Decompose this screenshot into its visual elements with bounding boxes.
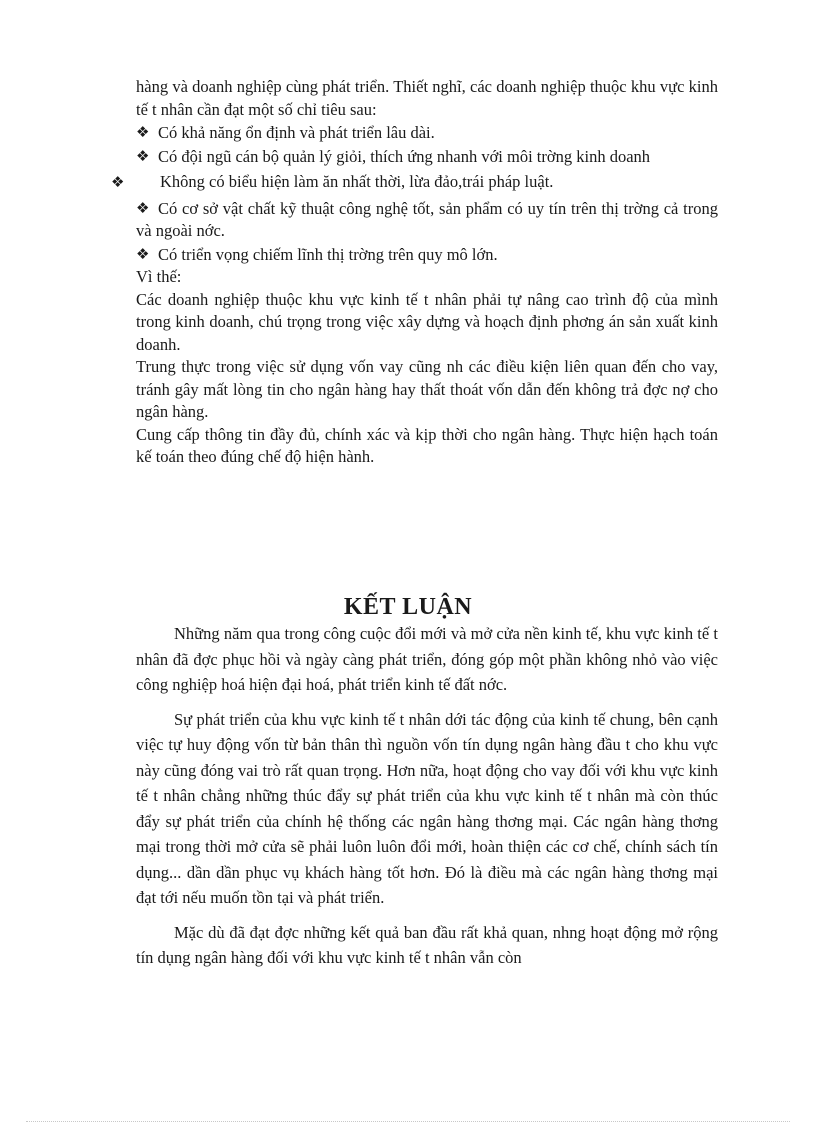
body-paragraph: Cung cấp thông tin đầy đủ, chính xác và kịp thời cho ngân hàng. Thực hiện hạch toán kế toán theo đúng chế độ hiện hành. [136, 424, 718, 466]
requirements-section [111, 76, 718, 469]
bullet-item [136, 121, 718, 145]
therefore-label: Vì thế: [136, 267, 182, 286]
bullet-item [136, 243, 718, 267]
bullet-text: Có khả năng ổn định và phát triển lâu dài. [158, 123, 435, 142]
page-bottom-rule [26, 1121, 790, 1122]
bullet-item [136, 197, 718, 243]
body-paragraph: Trung thực trong việc sử dụng vốn vay cũng nh các điều kiện liên quan đến cho vay, tránh gây mất lòng tin cho ngân hàng hay thất thoát vốn dẫn đến không trả đợc nợ cho ngân hàng. [136, 357, 718, 421]
conclusion-section [136, 621, 718, 980]
bullet-item [136, 145, 718, 169]
bullet-item [111, 171, 718, 194]
intro-paragraph: hàng và doanh nghiệp cùng phát triển. Thiết nghĩ, các doanh nghiệp thuộc khu vực kinh tế t nhân cần đạt một số chỉ tiêu sau: [136, 77, 718, 119]
diamond-bullet-icon: ❖ [111, 173, 125, 191]
bullet-text: Có cơ sở vật chất kỹ thuật công nghệ tốt, sản phẩm có uy tín trên thị trờng cả trong và ngoài nớc. [136, 198, 718, 240]
bullet-text: Có triển vọng chiếm lĩnh thị trờng trên quy mô lớn. [158, 244, 498, 264]
diamond-bullet-icon: ❖ [136, 244, 150, 263]
body-paragraph: Các doanh nghiệp thuộc khu vực kinh tế t nhân phải tự nâng cao trình độ của mình trong kinh doanh, chú trọng trong việc xây dựng và hoạch định phơng án sản xuất kinh doanh. [136, 289, 718, 354]
diamond-bullet-icon: ❖ [136, 146, 150, 165]
diamond-bullet-icon: ❖ [136, 123, 150, 141]
conclusion-paragraph: Sự phát triển của khu vực kinh tế t nhân dới tác động của kinh tế chung, bên cạnh việc tự huy động vốn từ bản thân thì nguồn vốn tín dụng ngân hàng đầu t cho khu vực này cũng đóng vai trò rất quan trọng. Hơn nữa, hoạt động cho vay đối với khu vực kinh tế t nhân chẳng những thúc đẩy sự phát triển của khu vực kinh tế t nhân mà còn thúc đẩy sự phát triển của chính hệ thống các ngân hàng thơng mại. Các ngân hàng thơng mại trong thời mở cửa sẽ phải luôn luôn đổi mới, hoàn thiện các cơ chế, chính sách tín dụng... dần dần phục vụ khách hàng tốt hơn. Đó là điều mà các ngân hàng thơng mại đạt tới nếu muốn tồn tại và phát triển. [136, 709, 718, 907]
conclusion-paragraph: Mặc dù đã đạt đợc những kết quả ban đầu rất khả quan, nhng hoạt động mở rộng tín dụng ngân hàng đối với khu vực kinh tế t nhân vẫn còn [136, 922, 718, 967]
bullet-text: Không có biểu hiện làm ăn nhất thời, lừa đảo,trái pháp luật. [160, 172, 554, 191]
diamond-bullet-icon: ❖ [136, 198, 150, 217]
conclusion-paragraph: Những năm qua trong công cuộc đổi mới và mở cửa nền kinh tế, khu vực kinh tế t nhân đã đợc phục hồi và ngày càng phát triển, đóng góp một phần không nhỏ vào việc công nghiệp hoá hiện đại hoá, phát triển kinh tế đất nớc. [136, 624, 718, 694]
bullet-text: Có đội ngũ cán bộ quản lý giỏi, thích ứng nhanh với môi trờng kinh doanh [158, 146, 651, 166]
conclusion-heading: KẾT LUẬN [343, 594, 473, 620]
